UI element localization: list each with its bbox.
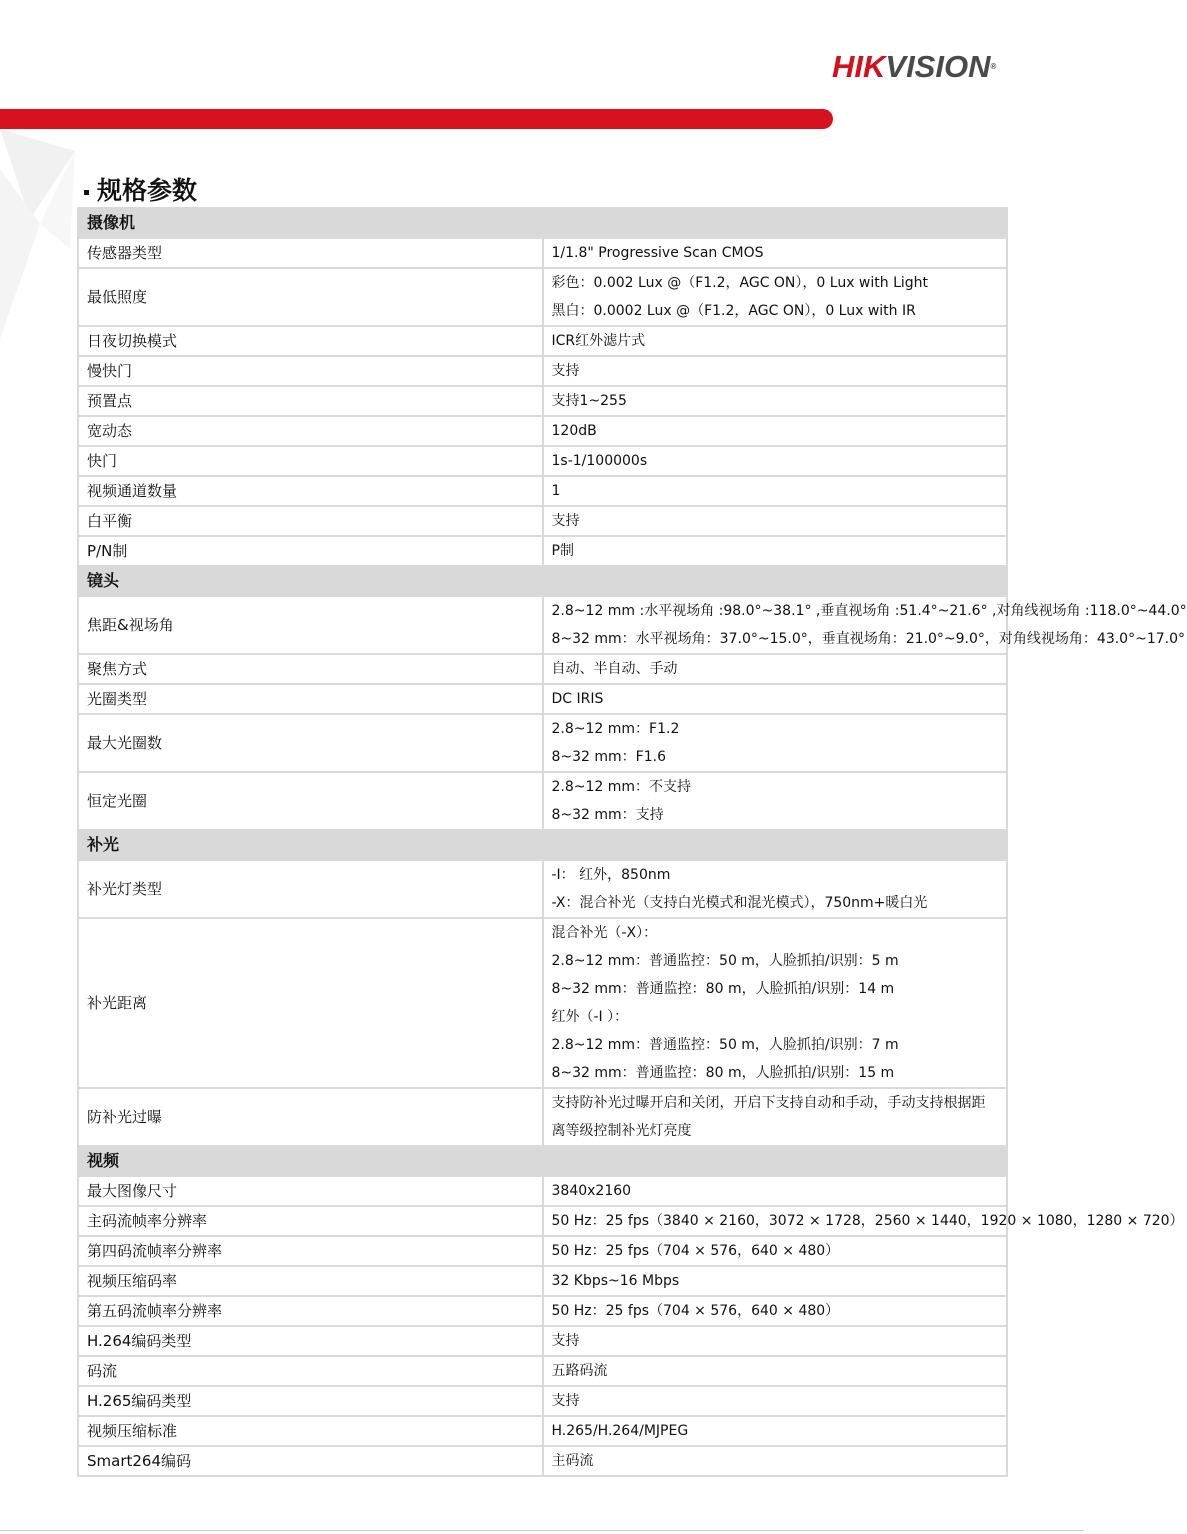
spec-value-line: 彩色：0.002 Lux @（F1.2，AGC ON），0 Lux with Light	[551, 275, 929, 291]
spec-label: 聚焦方式	[78, 654, 543, 684]
spec-value-line: 支持1~255	[551, 393, 627, 409]
spec-value	[543, 1446, 1008, 1476]
spec-value-line: 1/1.8" Progressive Scan CMOS	[551, 245, 764, 261]
spec-value-line: -X：混合补光（支持白光模式和混光模式），750nm+暖白光	[551, 895, 928, 911]
spec-row	[78, 1386, 1007, 1416]
spec-row	[78, 654, 1007, 684]
spec-value	[543, 1356, 1008, 1386]
spec-value-line: 红外（-I ）：	[551, 1009, 629, 1025]
spec-value	[543, 1206, 1184, 1236]
spec-value	[543, 772, 1008, 830]
spec-value	[543, 654, 1008, 684]
group-header-row	[78, 1146, 1007, 1176]
spec-label: 视频压缩标准	[78, 1416, 543, 1446]
spec-label: 防补光过曝	[78, 1088, 543, 1146]
footer-line	[0, 1530, 1084, 1531]
spec-value	[543, 416, 1008, 446]
spec-value-line: DC IRIS	[551, 691, 604, 707]
spec-value	[543, 536, 1008, 566]
spec-label: 第五码流帧率分辨率	[78, 1296, 543, 1326]
spec-row	[78, 1416, 1007, 1446]
spec-label: 白平衡	[78, 506, 543, 536]
spec-value-line: 8~32 mm：水平视场角：37.0°~15.0°，垂直视场角：21.0°~9.0°，对角线视场角：43.0°~17.0°	[551, 631, 1185, 647]
spec-value	[543, 1266, 1008, 1296]
spec-label: 焦距&视场角	[78, 596, 543, 654]
spec-value	[543, 1296, 1008, 1326]
spec-label: 传感器类型	[78, 238, 543, 268]
spec-value	[543, 1416, 1008, 1446]
spec-label: 补光距离	[78, 918, 543, 1088]
spec-value-line: P制	[551, 543, 574, 559]
spec-value	[543, 446, 1008, 476]
group-title: 镜头	[78, 566, 1007, 596]
group-header-row	[78, 208, 1007, 238]
bullet-icon	[84, 190, 89, 195]
group-header-row	[78, 566, 1007, 596]
spec-label: 主码流帧率分辨率	[78, 1206, 543, 1236]
spec-value-line: 32 Kbps~16 Mbps	[551, 1273, 680, 1289]
spec-row	[78, 416, 1007, 446]
spec-label: 快门	[78, 446, 543, 476]
spec-row	[78, 772, 1007, 830]
spec-row	[78, 1206, 1007, 1236]
logo-hik-text: HIK	[832, 49, 886, 84]
spec-value-line: 2.8~12 mm：不支持	[551, 779, 692, 795]
spec-row	[78, 684, 1007, 714]
spec-value-line: H.265/H.264/MJPEG	[551, 1423, 689, 1439]
logo-registered-mark: ®	[990, 62, 997, 71]
spec-row	[78, 714, 1007, 772]
spec-row	[78, 1088, 1007, 1146]
spec-value	[543, 356, 1008, 386]
spec-value	[543, 1326, 1008, 1356]
spec-row	[78, 476, 1007, 506]
group-title: 摄像机	[78, 208, 1007, 238]
spec-value-line: 120dB	[551, 423, 597, 439]
spec-value-line: 2.8~12 mm：F1.2	[551, 721, 680, 737]
spec-label: 视频通道数量	[78, 476, 543, 506]
spec-value	[543, 1176, 1008, 1206]
spec-value	[543, 860, 1008, 918]
hikvision-logo	[832, 50, 996, 84]
spec-label: 日夜切换模式	[78, 326, 543, 356]
spec-value	[543, 238, 1008, 268]
spec-row	[78, 1266, 1007, 1296]
spec-label: 宽动态	[78, 416, 543, 446]
spec-value	[543, 714, 1008, 772]
group-title: 视频	[78, 1146, 1007, 1176]
spec-label: 第四码流帧率分辨率	[78, 1236, 543, 1266]
spec-value-line: 2.8~12 mm：普通监控：50 m，人脸抓拍/识别：7 m	[551, 1037, 899, 1053]
spec-value-line: 8~32 mm：F1.6	[551, 749, 666, 765]
spec-label: 最低照度	[78, 268, 543, 326]
spec-value-line: 8~32 mm：普通监控：80 m，人脸抓拍/识别：14 m	[551, 981, 895, 997]
logo-vision-text: VISION	[885, 49, 991, 84]
spec-value	[543, 268, 1008, 326]
spec-value-line: 支持	[551, 1393, 580, 1409]
spec-value-line: 支持	[551, 513, 580, 529]
spec-table	[77, 207, 1187, 1477]
spec-label: 光圈类型	[78, 684, 543, 714]
spec-value-line: 支持	[551, 1333, 580, 1349]
spec-value-line: ICR红外滤片式	[551, 333, 646, 349]
spec-row	[78, 1176, 1007, 1206]
spec-value-line: 8~32 mm：支持	[551, 807, 664, 823]
spec-label: H.265编码类型	[78, 1386, 543, 1416]
spec-value-line: 主码流	[551, 1453, 594, 1469]
spec-label: 恒定光圈	[78, 772, 543, 830]
spec-label: 预置点	[78, 386, 543, 416]
spec-row	[78, 386, 1007, 416]
spec-label: Smart264编码	[78, 1446, 543, 1476]
spec-value-line: 支持	[551, 363, 580, 379]
spec-value-line: 8~32 mm：普通监控：80 m，人脸抓拍/识别：15 m	[551, 1065, 895, 1081]
group-header-row	[78, 830, 1007, 860]
spec-value-line: -I： 红外，850nm	[551, 867, 671, 883]
spec-label: 补光灯类型	[78, 860, 543, 918]
spec-value-line: 3840x2160	[551, 1183, 632, 1199]
spec-row	[78, 1236, 1007, 1266]
spec-row	[78, 446, 1007, 476]
page-title-text: 规格参数	[97, 176, 198, 205]
spec-label: P/N制	[78, 536, 543, 566]
spec-value-line: 自动、半自动、手动	[551, 661, 678, 677]
spec-value	[543, 1088, 1008, 1146]
spec-row	[78, 238, 1007, 268]
spec-label: 视频压缩码率	[78, 1266, 543, 1296]
spec-row	[78, 356, 1007, 386]
page-title	[84, 174, 197, 208]
spec-value	[543, 476, 1008, 506]
spec-value-line: 1	[551, 483, 561, 499]
spec-value	[543, 506, 1008, 536]
spec-value	[543, 386, 1008, 416]
spec-value	[543, 596, 1187, 654]
spec-value-line: 2.8~12 mm :水平视场角 :98.0°~38.1° ,垂直视场角 :51.4°~21.6° ,对角线视场角 :118.0°~44.0°	[551, 603, 1187, 619]
spec-row	[78, 1446, 1007, 1476]
spec-row	[78, 536, 1007, 566]
spec-value	[543, 1236, 1008, 1266]
spec-value-line: 黑白：0.0002 Lux @（F1.2，AGC ON），0 Lux with IR	[551, 303, 916, 319]
spec-label: 码流	[78, 1356, 543, 1386]
spec-value	[543, 326, 1008, 356]
spec-label: 慢快门	[78, 356, 543, 386]
spec-row	[78, 326, 1007, 356]
spec-label: 最大图像尺寸	[78, 1176, 543, 1206]
spec-row	[78, 1326, 1007, 1356]
spec-value-line: 50 Hz：25 fps（3840 × 2160，3072 × 1728，2560 × 1440，1920 × 1080，1280 × 720）	[551, 1213, 1184, 1229]
spec-value	[543, 1386, 1008, 1416]
spec-value-line: 50 Hz：25 fps（704 × 576，640 × 480）	[551, 1303, 840, 1319]
spec-row	[78, 1296, 1007, 1326]
spec-row	[78, 506, 1007, 536]
spec-row	[78, 596, 1007, 654]
header-red-bar	[0, 109, 833, 129]
spec-value-line: 支持防补光过曝开启和关闭，开启下支持自动和手动，手动支持根据距离等级控制补光灯亮度	[551, 1095, 986, 1139]
group-title: 补光	[78, 830, 1007, 860]
spec-row	[78, 860, 1007, 918]
spec-value-line: 五路码流	[551, 1363, 608, 1379]
spec-row	[78, 918, 1007, 1088]
spec-label: H.264编码类型	[78, 1326, 543, 1356]
spec-value-line: 混合补光（-X）：	[551, 925, 658, 941]
spec-value-line: 1s-1/100000s	[551, 453, 648, 469]
spec-row	[78, 268, 1007, 326]
spec-value	[543, 918, 1008, 1088]
spec-value-line: 50 Hz：25 fps（704 × 576，640 × 480）	[551, 1243, 840, 1259]
spec-row	[78, 1356, 1007, 1386]
spec-value	[543, 684, 1008, 714]
spec-label: 最大光圈数	[78, 714, 543, 772]
spec-value-line: 2.8~12 mm：普通监控：50 m，人脸抓拍/识别：5 m	[551, 953, 899, 969]
